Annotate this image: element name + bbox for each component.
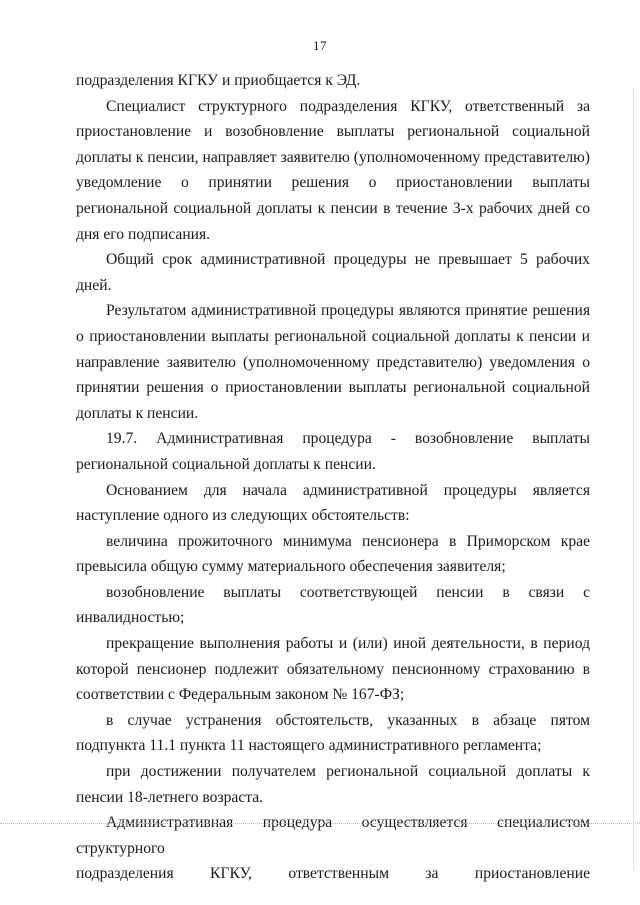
list-item-age-18: при достижении получателем региональной социальной доплаты к пенсии 18-летнего возраста. (76, 763, 590, 806)
list-item-subsistence-minimum: величина прожиточного минимума пенсионера в Приморском крае превысила общую сумму материального обеспечения заявителя; (76, 532, 590, 576)
paragraph-total-term: Общий срок административной процедуры не превышает 5 рабочих дней. (76, 251, 590, 294)
document-body (76, 68, 590, 887)
list-item-circumstances-eliminated: в случае устранения обстоятельств, указанных в абзаце пятом подпункта 11.1 пункта 11 настоящего административного регламента; (76, 711, 590, 755)
list-item-disability-pension: возобновление выплаты соответствующей пенсии в связи с инвалидностью; (76, 583, 590, 627)
section-heading-19-7: 19.7. Административная процедура - возобновление выплаты региональной социальной доплаты к пенсии. (76, 430, 590, 473)
paragraph-notification: Специалист структурного подразделения КГКУ, ответственный за приостановление и возобновление выплаты региональной социальной доплаты к пенсии, направляет заявителю (уполномоченному представителю) уведомление о принятии решения о приостановлении выплаты региональной социальной доплаты к пенсии в течение 3-х рабочих дней со дня его подписания. (76, 97, 590, 243)
paragraph-procedure-performer-cont: подразделения КГКУ, ответственным за приостановление (76, 865, 590, 883)
page-number: 17 (313, 38, 327, 53)
list-item-work-termination: прекращение выполнения работы и (или) иной деятельности, в период которой пенсионер подлежит обязательному пенсионному страхованию в соответствии с Федеральным законом № 167-ФЗ; (76, 635, 590, 704)
scan-edge-line (633, 90, 634, 870)
paragraph-continuation: подразделения КГКУ и приобщается к ЭД. (76, 72, 361, 89)
paragraph-procedure-performer: Административная процедура осуществляется специалистом структурного (76, 814, 590, 857)
scan-fold-line (0, 823, 640, 824)
paragraph-grounds: Основанием для начала административной процедуры является наступление одного из следующих обстоятельств: (76, 481, 590, 525)
paragraph-result: Результатом административной процедуры являются принятие решения о приостановлении выплаты региональной социальной доплаты к пенсии и направление заявителю (уполномоченному представителю) уведомления о принятии решения о приостановлении выплаты региональной социальной доплаты к пенсии. (76, 302, 590, 422)
